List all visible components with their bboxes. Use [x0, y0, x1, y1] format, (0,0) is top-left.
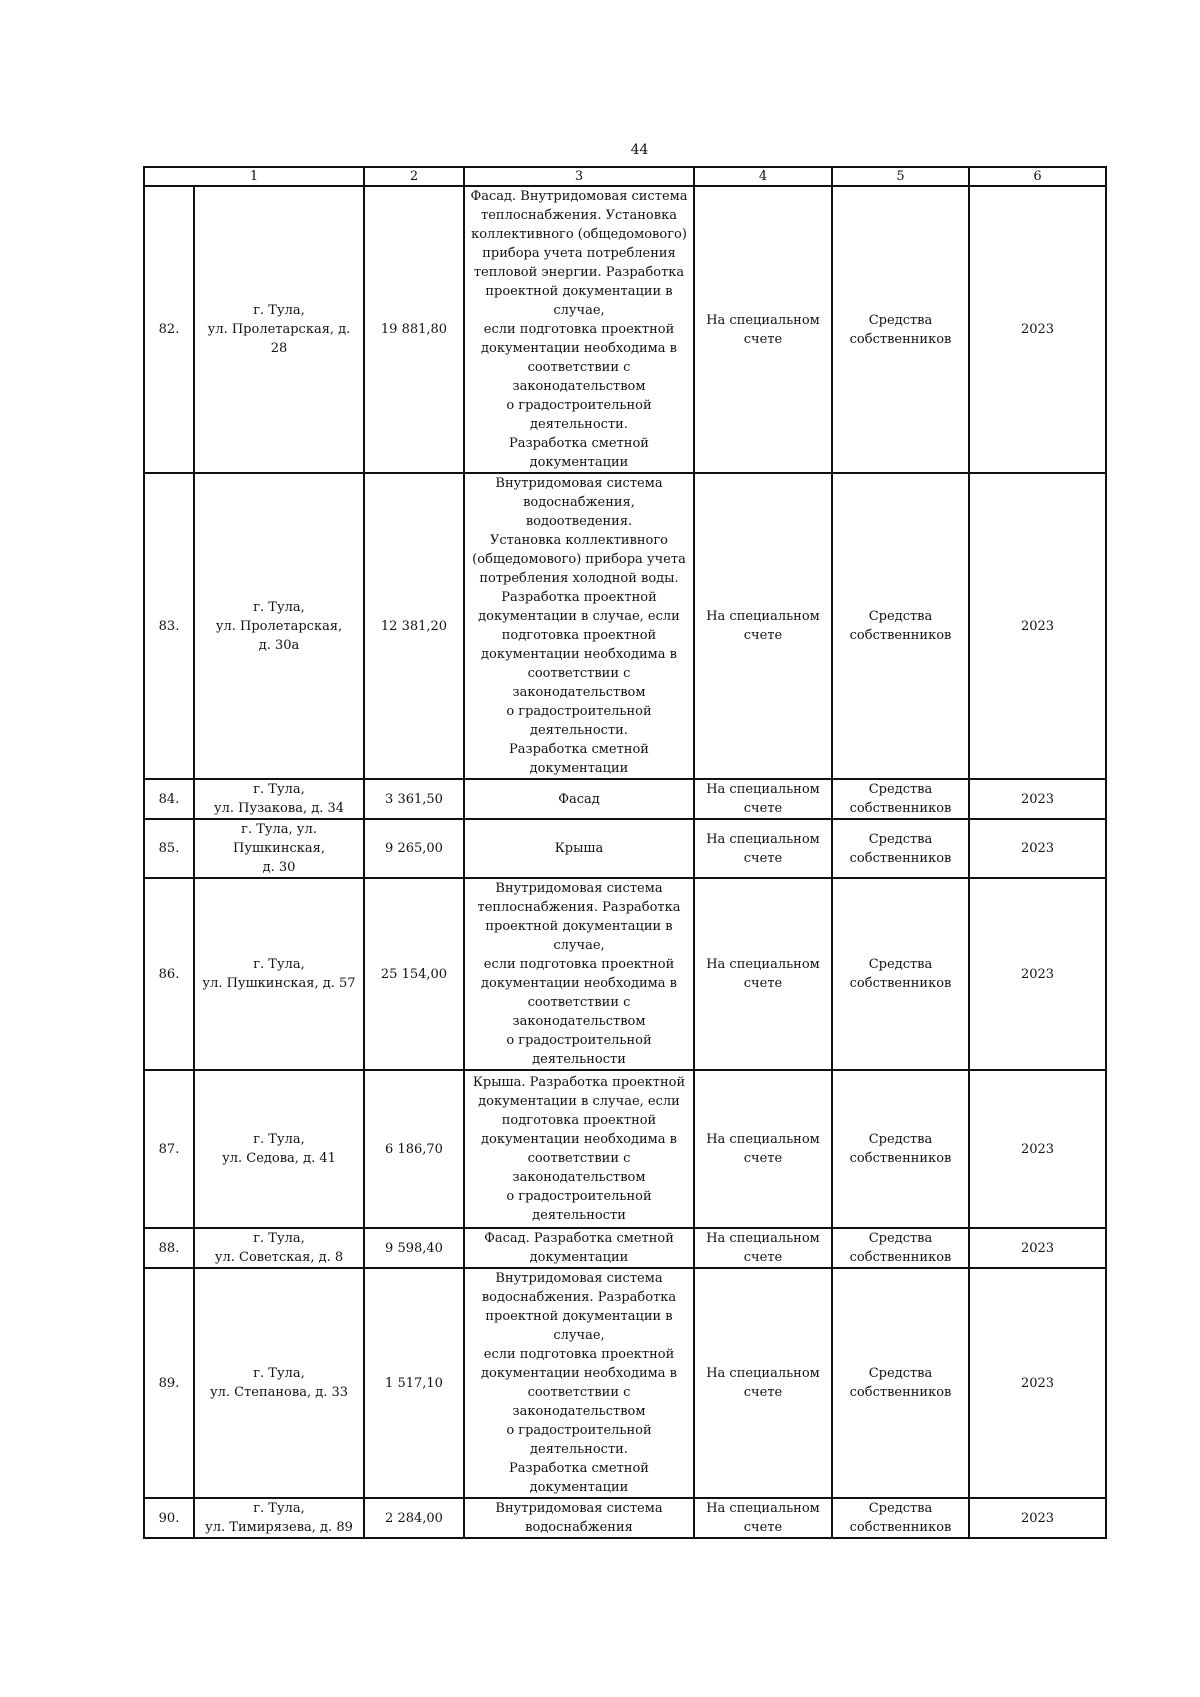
row-number: 82. [144, 186, 194, 473]
address-cell: г. Тула, ул. Пролетарская, д. 28 [194, 186, 364, 473]
column-numbers-row [144, 167, 1106, 186]
table-row [144, 1070, 1106, 1228]
address-cell: г. Тула, ул. Пушкинская, д. 30 [194, 819, 364, 878]
funding-source-cell: Средства собственников [832, 1228, 969, 1268]
address-cell: г. Тула, ул. Тимирязева, д. 89 [194, 1498, 364, 1538]
works-cell: Фасад. Внутридомовая система теплоснабжения. Установка коллективного (общедомового) прибора учета потребления тепловой энергии. Разработка проектной документации в случае, если подготовка проектной документации необходима в соответствии с законодательством о градостроительной деятельности. Разработка сметной документации [464, 186, 694, 473]
works-cell: Фасад. Разработка сметной документации [464, 1228, 694, 1268]
table-row [144, 473, 1106, 779]
column-header-5: 5 [832, 167, 969, 186]
year-cell: 2023 [969, 1498, 1106, 1538]
year-cell: 2023 [969, 186, 1106, 473]
table-row [144, 1498, 1106, 1538]
works-cell: Внутридомовая система водоснабжения, водоотведения. Установка коллективного (общедомового) прибора учета потребления холодной воды. Разработка проектной документации в случае, если подготовка проектной документации необходима в соответствии с законодательством о градостроительной деятельности. Разработка сметной документации [464, 473, 694, 779]
year-cell: 2023 [969, 819, 1106, 878]
funding-source-cell: Средства собственников [832, 1268, 969, 1498]
row-number: 85. [144, 819, 194, 878]
works-cell: Крыша [464, 819, 694, 878]
table-row [144, 819, 1106, 878]
row-number: 89. [144, 1268, 194, 1498]
table-row [144, 186, 1106, 473]
account-cell: На специальном счете [694, 186, 832, 473]
table-row [144, 1268, 1106, 1498]
repair-program-table [143, 166, 1107, 1539]
funding-source-cell: Средства собственников [832, 819, 969, 878]
funding-source-cell: Средства собственников [832, 878, 969, 1070]
works-cell: Внутридомовая система водоснабжения [464, 1498, 694, 1538]
year-cell: 2023 [969, 473, 1106, 779]
account-cell: На специальном счете [694, 819, 832, 878]
area-cell: 3 361,50 [364, 779, 464, 819]
funding-source-cell: Средства собственников [832, 473, 969, 779]
account-cell: На специальном счете [694, 1070, 832, 1228]
address-cell: г. Тула, ул. Седова, д. 41 [194, 1070, 364, 1228]
year-cell: 2023 [969, 878, 1106, 1070]
funding-source-cell: Средства собственников [832, 186, 969, 473]
row-number: 88. [144, 1228, 194, 1268]
account-cell: На специальном счете [694, 473, 832, 779]
area-cell: 9 598,40 [364, 1228, 464, 1268]
works-cell: Фасад [464, 779, 694, 819]
works-cell: Крыша. Разработка проектной документации в случае, если подготовка проектной документации необходима в соответствии с законодательством о градостроительной деятельности [464, 1070, 694, 1228]
table-row [144, 779, 1106, 819]
account-cell: На специальном счете [694, 1268, 832, 1498]
account-cell: На специальном счете [694, 1228, 832, 1268]
row-number: 84. [144, 779, 194, 819]
area-cell: 6 186,70 [364, 1070, 464, 1228]
year-cell: 2023 [969, 1268, 1106, 1498]
address-cell: г. Тула, ул. Пролетарская, д. 30а [194, 473, 364, 779]
column-header-6: 6 [969, 167, 1106, 186]
funding-source-cell: Средства собственников [832, 779, 969, 819]
works-cell: Внутридомовая система водоснабжения. Разработка проектной документации в случае, если подготовка проектной документации необходима в соответствии с законодательством о градостроительной деятельности. Разработка сметной документации [464, 1268, 694, 1498]
row-number: 83. [144, 473, 194, 779]
address-cell: г. Тула, ул. Пушкинская, д. 57 [194, 878, 364, 1070]
column-header-4: 4 [694, 167, 832, 186]
row-number: 90. [144, 1498, 194, 1538]
column-header-1: 1 [144, 167, 364, 186]
row-number: 87. [144, 1070, 194, 1228]
funding-source-cell: Средства собственников [832, 1070, 969, 1228]
address-cell: г. Тула, ул. Пузакова, д. 34 [194, 779, 364, 819]
area-cell: 19 881,80 [364, 186, 464, 473]
table-row [144, 1228, 1106, 1268]
address-cell: г. Тула, ул. Степанова, д. 33 [194, 1268, 364, 1498]
funding-source-cell: Средства собственников [832, 1498, 969, 1538]
works-cell: Внутридомовая система теплоснабжения. Разработка проектной документации в случае, если подготовка проектной документации необходима в соответствии с законодательством о градостроительной деятельности [464, 878, 694, 1070]
area-cell: 12 381,20 [364, 473, 464, 779]
row-number: 86. [144, 878, 194, 1070]
account-cell: На специальном счете [694, 878, 832, 1070]
area-cell: 9 265,00 [364, 819, 464, 878]
account-cell: На специальном счете [694, 779, 832, 819]
page-number: 44 [630, 142, 649, 158]
area-cell: 1 517,10 [364, 1268, 464, 1498]
column-header-2: 2 [364, 167, 464, 186]
address-cell: г. Тула, ул. Советская, д. 8 [194, 1228, 364, 1268]
account-cell: На специальном счете [694, 1498, 832, 1538]
year-cell: 2023 [969, 779, 1106, 819]
area-cell: 2 284,00 [364, 1498, 464, 1538]
area-cell: 25 154,00 [364, 878, 464, 1070]
year-cell: 2023 [969, 1228, 1106, 1268]
year-cell: 2023 [969, 1070, 1106, 1228]
column-header-3: 3 [464, 167, 694, 186]
table-row [144, 878, 1106, 1070]
